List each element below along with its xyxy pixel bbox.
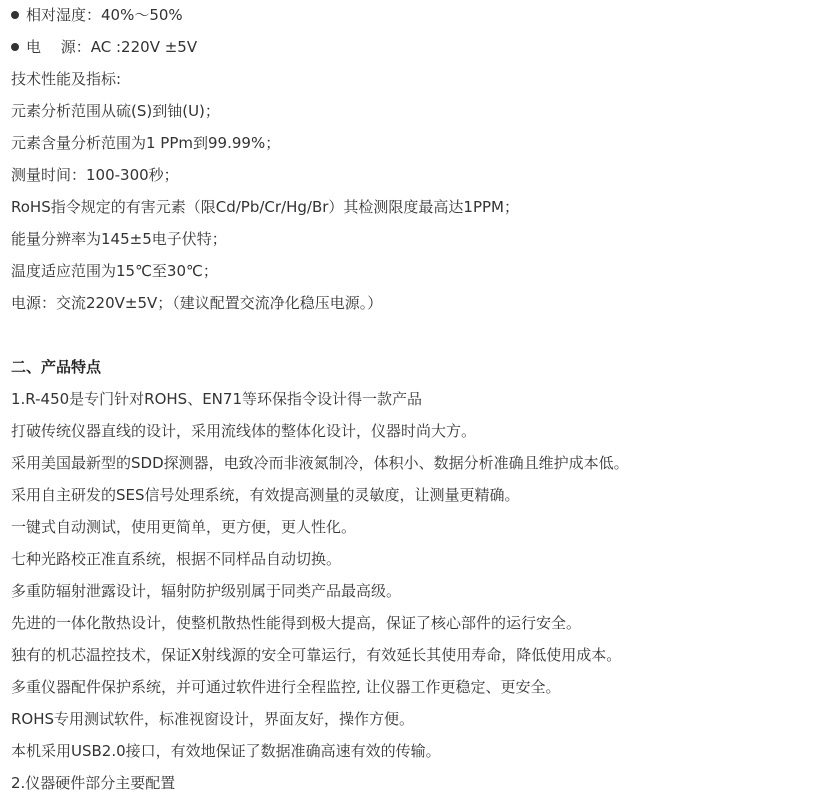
feature-line: 采用美国最新型的SDD探测器，电致冷而非液氮制冷，体积小、数据分析准确且维护成本低。 <box>11 454 629 472</box>
spacer <box>11 319 813 351</box>
performance-line: 元素含量分析范围为1 PPm到99.99%； <box>11 134 281 152</box>
spec-humidity <box>11 0 813 31</box>
performance-line: 能量分辨率为145±5电子伏特； <box>11 230 227 248</box>
feature-line: 先进的一体化散热设计，使整机散热性能得到极大提高，保证了核心部件的运行安全。 <box>11 614 582 632</box>
performance-line: 测量时间：100-300秒； <box>11 166 179 184</box>
feature-line: 2.仪器硬件部分主要配置 <box>11 774 176 792</box>
section-heading: 二、产品特点 <box>11 358 102 376</box>
feature-line: 多重仪器配件保护系统，并可通过软件进行全程监控, 让仪器工作更稳定、更安全。 <box>11 678 561 696</box>
bullet-icon <box>11 11 19 19</box>
feature-line: 打破传统仪器直线的设计，采用流线体的整体化设计，仪器时尚大方。 <box>11 422 477 440</box>
performance-title: 技术性能及指标: <box>11 70 122 88</box>
spec-power-text: 电 源：AC :220V ±5V <box>26 38 198 56</box>
feature-line: ROHS专用测试软件，标准视窗设计，界面友好，操作方便。 <box>11 710 415 728</box>
bullet-icon <box>11 43 19 51</box>
feature-line: 独有的机芯温控技术，保证X射线源的安全可靠运行，有效延长其使用寿命，降低使用成本。 <box>11 646 622 664</box>
spec-humidity-text: 相对湿度：40%～50% <box>26 6 183 24</box>
performance-line: 元素分析范围从硫(S)到铀(U)； <box>11 102 220 120</box>
performance-line: 温度适应范围为15℃至30℃； <box>11 262 218 280</box>
feature-line: 采用自主研发的SES信号处理系统，有效提高测量的灵敏度，让测量更精确。 <box>11 486 520 504</box>
spec-power <box>11 31 813 63</box>
feature-line: 七种光路校正准直系统，根据不同样品自动切换。 <box>11 550 342 568</box>
feature-line: 一键式自动测试，使用更简单，更方便，更人性化。 <box>11 518 357 536</box>
feature-line: 1.R-450是专门针对ROHS、EN71等环保指令设计得一款产品 <box>11 390 422 408</box>
feature-line: 多重防辐射泄露设计，辐射防护级别属于同类产品最高级。 <box>11 582 402 600</box>
performance-line: 电源：交流220V±5V；（建议配置交流净化稳压电源。） <box>11 294 383 312</box>
performance-line: RoHS指令规定的有害元素（限Cd/Pb/Cr/Hg/Br）其检测限度最高达1PPM； <box>11 198 519 216</box>
feature-line: 本机采用USB2.0接口，有效地保证了数据准确高速有效的传输。 <box>11 742 441 760</box>
